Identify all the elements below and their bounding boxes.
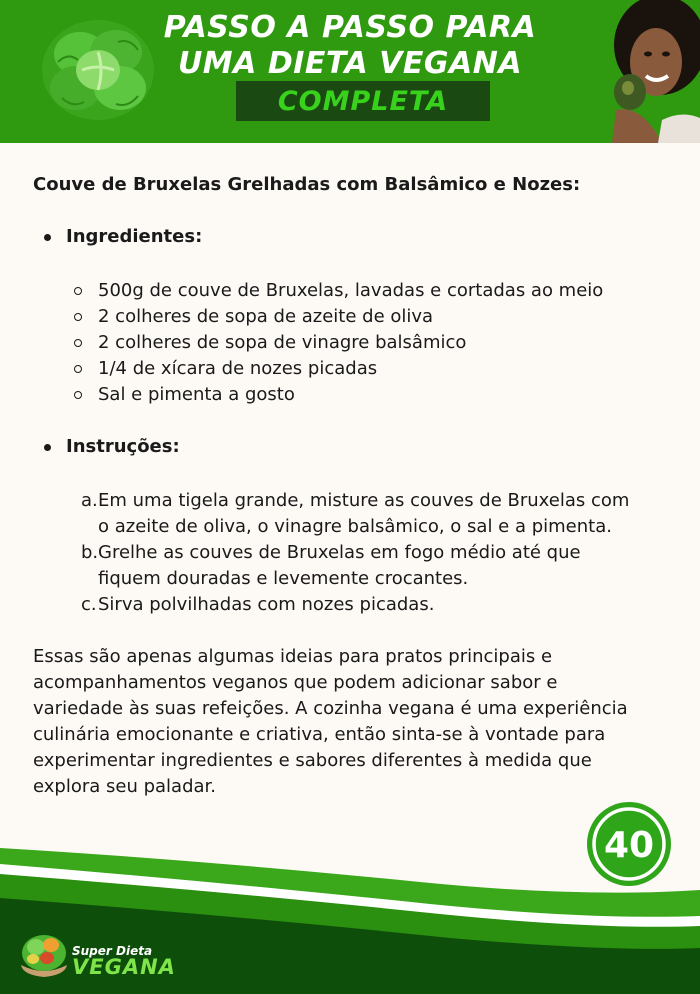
instruction-text xyxy=(98,488,673,540)
instruction-line: Grelhe as couves de Bruxelas em fogo médio até que xyxy=(98,542,581,563)
bullet-icon xyxy=(44,444,51,451)
paragraph-line: Essas são apenas algumas ideias para pratos principais e xyxy=(33,646,553,667)
instructions-heading xyxy=(33,434,673,460)
paragraph-line: explora seu paladar. xyxy=(33,776,216,797)
circle-bullet-icon xyxy=(74,391,82,399)
ingredient-text: 2 colheres de sopa de azeite de oliva xyxy=(98,306,434,327)
list-item xyxy=(81,488,673,540)
list-item xyxy=(74,356,673,382)
subtitle-box xyxy=(236,81,490,121)
page-title xyxy=(120,10,580,82)
woman-photo xyxy=(602,0,700,143)
ingredient-text: 500g de couve de Bruxelas, lavadas e cortadas ao meio xyxy=(98,280,604,301)
instruction-text xyxy=(98,592,673,618)
page-number-badge xyxy=(586,801,672,887)
content-area xyxy=(33,172,673,800)
instruction-line: o azeite de oliva, o vinagre balsâmico, o sal e a pimenta. xyxy=(98,516,612,537)
page-number: 40 xyxy=(603,825,655,866)
circle-bullet-icon xyxy=(74,365,82,373)
bullet-icon xyxy=(44,234,51,241)
ingredient-text: Sal e pimenta a gosto xyxy=(98,384,295,405)
list-marker: a. xyxy=(81,490,98,511)
list-item xyxy=(74,382,673,408)
circle-bullet-icon xyxy=(74,287,82,295)
ingredients-section xyxy=(33,224,673,408)
circle-bullet-icon xyxy=(74,339,82,347)
instructions-label: Instruções: xyxy=(66,436,180,457)
instructions-section xyxy=(33,434,673,618)
instruction-line: Em uma tigela grande, misture as couves de Bruxelas com xyxy=(98,490,630,511)
ingredients-list xyxy=(33,278,673,408)
list-marker: b. xyxy=(81,542,99,563)
instruction-text xyxy=(98,540,673,592)
paragraph-line: culinária emocionante e criativa, então sinta-se à vontade para xyxy=(33,724,606,745)
header-banner xyxy=(0,0,700,143)
ingredients-label: Ingredientes: xyxy=(66,226,203,247)
ingredient-text: 1/4 de xícara de nozes picadas xyxy=(98,358,378,379)
list-item xyxy=(81,592,673,618)
paragraph-line: experimentar ingredientes e sabores diferentes à medida que xyxy=(33,750,592,771)
list-item xyxy=(74,278,673,304)
circle-bullet-icon xyxy=(74,313,82,321)
instruction-line: fiquem douradas e levemente crocantes. xyxy=(98,568,469,589)
list-item xyxy=(74,330,673,356)
list-item xyxy=(81,540,673,592)
closing-paragraph xyxy=(33,644,673,800)
instruction-line: Sirva polvilhadas com nozes picadas. xyxy=(98,594,435,615)
title-line-2: UMA DIETA VEGANA xyxy=(177,46,523,81)
subtitle-text: COMPLETA xyxy=(277,85,449,117)
list-item xyxy=(74,304,673,330)
ingredients-heading xyxy=(33,224,673,250)
title-line-1: PASSO A PASSO PARA xyxy=(163,10,537,45)
paragraph-line: variedade às suas refeições. A cozinha vegana é uma experiência xyxy=(33,698,628,719)
recipe-title: Couve de Bruxelas Grelhadas com Balsâmico e Nozes: xyxy=(33,174,581,195)
ingredient-text: 2 colheres de sopa de vinagre balsâmico xyxy=(98,332,467,353)
list-marker: c. xyxy=(81,594,97,615)
brand-name-bottom: VEGANA xyxy=(72,955,176,979)
brand-name-top: Super Dieta xyxy=(72,944,153,958)
paragraph-line: acompanhamentos veganos que podem adicionar sabor e xyxy=(33,672,558,693)
instructions-list xyxy=(33,488,673,618)
